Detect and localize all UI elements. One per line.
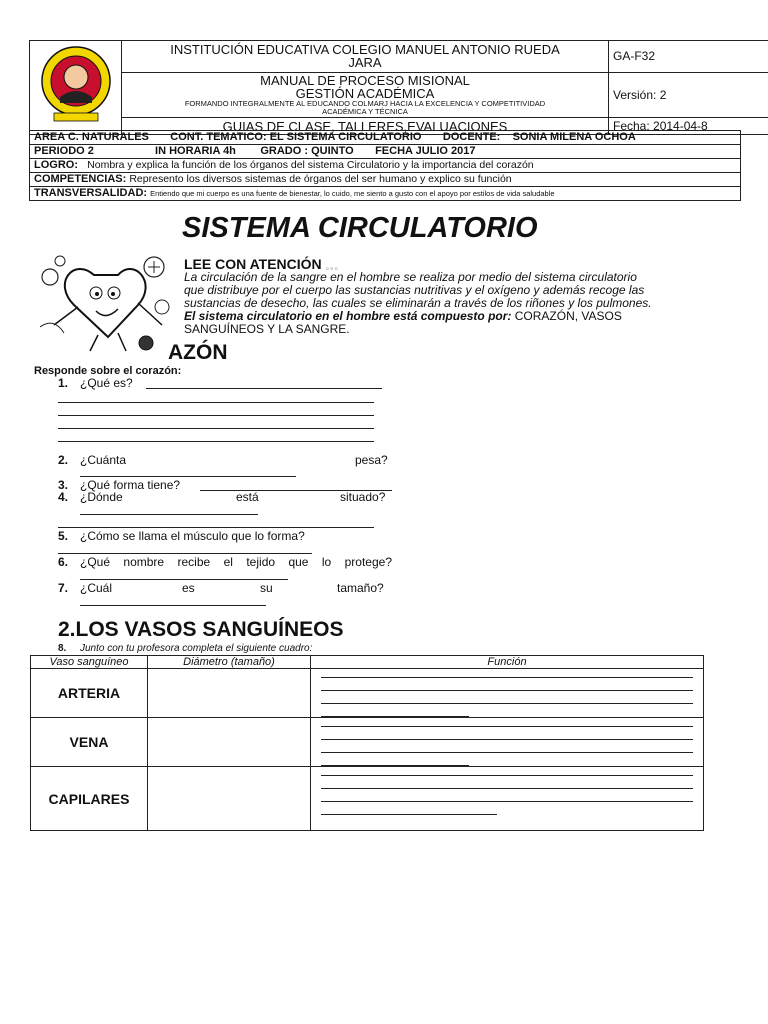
answer-line[interactable] (58, 402, 374, 403)
school-logo (30, 41, 121, 129)
answer-line[interactable] (58, 428, 374, 429)
section2-heading: 2.LOS VASOS SANGUÍNEOS (58, 618, 344, 641)
vessel-capilares: CAPILARES (31, 767, 148, 831)
diameter-cell[interactable] (148, 767, 311, 831)
table-header: Diámetro (tamaño) (148, 656, 311, 669)
institution-name-2: JARA (348, 55, 382, 71)
function-cell[interactable] (311, 669, 704, 718)
table-row (31, 669, 704, 718)
answer-line[interactable] (146, 388, 382, 389)
gestion-title: GESTIÓN ACADÉMICA (295, 85, 435, 101)
answer-line[interactable] (58, 527, 374, 528)
page-title: SISTEMA CIRCULATORIO (182, 212, 538, 244)
institution-name: INSTITUCIÓN EDUCATIVA COLEGIO MANUEL ANTONIO RUEDA (170, 42, 560, 58)
teacher-name: SONIA MILENA OCHOA (512, 131, 636, 143)
section1-heading: AZÓN (168, 341, 228, 364)
lee-heading: LEE CON ATENCIÓN 。。。 (184, 256, 344, 272)
info-row-periodo: PERIODO 2 IN HORARIA 4h GRADO : QUINTO FECHA JULIO 2017 (30, 145, 741, 159)
question-7: ¿Cuál (80, 581, 113, 595)
vessels-table (30, 655, 704, 831)
function-cell[interactable] (311, 718, 704, 767)
answer-line[interactable] (58, 441, 374, 442)
info-row-logro: LOGRO: Nombra y explica la función de los órganos del sistema Circulatorio y la importancia del corazón (30, 159, 741, 173)
heart-cartoon-image (34, 247, 182, 355)
header-table (29, 40, 768, 135)
info-row-area: AREA C. NATURALES CONT. TEMATICO: EL SISTEMA CIRCULATORIO DOCENTE: SONIA MILENA OCHOA (30, 131, 741, 145)
question-3: ¿Qué forma tiene? (80, 478, 181, 492)
manual-title: MANUAL DE PROCESO MISIONAL (260, 72, 470, 88)
doc-code: GA-F32 (609, 41, 768, 73)
answer-line[interactable] (80, 514, 258, 515)
guides-title: GUIAS DE CLASE, TALLERES,EVALUACIONES (122, 118, 609, 135)
table-row (31, 767, 704, 831)
question-5: ¿Cómo se llama el músculo que lo forma? (80, 529, 305, 543)
motto-2: ACADÉMICA Y TÉCNICA (322, 106, 408, 116)
question-2: ¿Cuánta (80, 453, 127, 467)
answer-line[interactable] (58, 553, 312, 554)
question-4: ¿Dónde (80, 490, 123, 504)
table-header: Función (311, 656, 704, 669)
motto-1: FORMANDO INTEGRALMENTE AL EDUCANDO COLMARJ HACIA LA EXCELENCIA Y COMPETITIVIDAD (184, 98, 546, 108)
question-8: Junto con tu profesora completa el siguiente cuadro: (80, 643, 313, 654)
logo-cell (30, 41, 122, 135)
answer-line[interactable] (80, 605, 266, 606)
answer-line[interactable] (80, 579, 288, 580)
table-row (31, 718, 704, 767)
diameter-cell[interactable] (148, 718, 311, 767)
vessel-arteria: ARTERIA (31, 669, 148, 718)
info-row-competencias: COMPETENCIAS: Represento los diversos sistemas de órganos del ser humano y explico su función (30, 173, 741, 187)
answer-line[interactable] (80, 476, 296, 477)
info-row-transversalidad: TRANSVERSALIDAD: Entiendo que mi cuerpo es una fuente de bienestar, lo cuido, me siento a gusto con el apoyo por estilos de vida saludable (30, 187, 741, 201)
responde-label: Responde sobre el corazón: (34, 365, 182, 377)
table-header: Vaso sanguíneo (31, 656, 148, 669)
diameter-cell[interactable] (148, 669, 311, 718)
question-6: ¿Qué nombre recibe el tejido que lo protege? (80, 555, 392, 569)
doc-date: Fecha: 2014-04-8 (609, 118, 768, 135)
reading-paragraph: La circulación de la sangre en el hombre se realiza por medio del sistema circulatorio que distribuye por el cuerpo las sustancias nutritivas y el oxígeno y además recoge las sustancias de desecho, las cuales se eliminarán a través de los riñones y los pulmones. El sistema circulatorio en el hombre está compuesto por: CORAZÓN, VASOS SANGUÍNEOS Y LA SANGRE. (184, 270, 652, 336)
question-1: ¿Qué es? (80, 376, 133, 390)
answer-line[interactable] (58, 415, 374, 416)
function-cell[interactable] (311, 767, 704, 831)
doc-version: Versión: 2 (609, 72, 768, 117)
vessel-vena: VENA (31, 718, 148, 767)
info-table (29, 130, 741, 201)
